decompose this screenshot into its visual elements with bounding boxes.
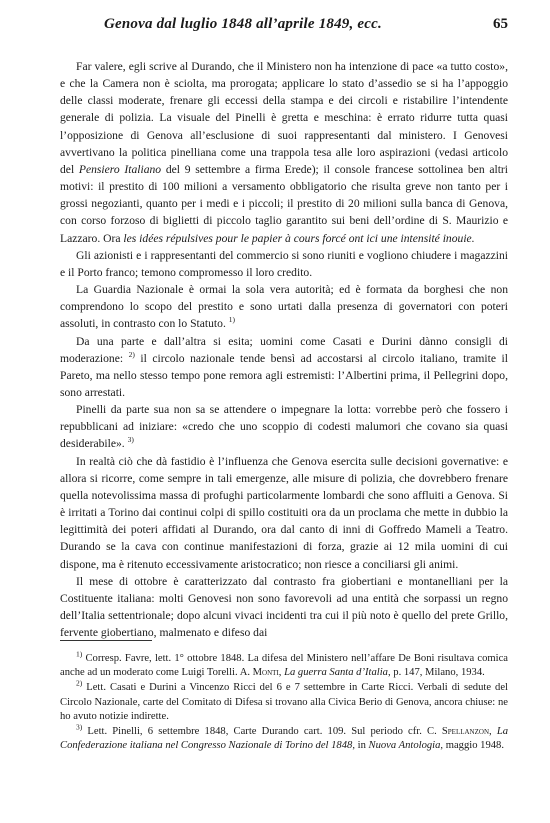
- footnote-separator: [60, 640, 152, 641]
- italic-text: La Confederazione italiana nel Congresso Nazionale di Torino del 1848: [60, 726, 509, 752]
- text-run: , p. 147, Milano, 1934.: [387, 667, 485, 679]
- italic-text: La guerra Santa d’Italia: [284, 667, 388, 679]
- text-run: il circolo nazionale tende bensì ad accostarsi al circolo italiano, tramite il Pareto, ma nello stesso tempo pone remora agli estremisti: l’Albertini prima, il Pellegrini dopo, sono arrestati.: [60, 351, 508, 399]
- text-run: Spellanzon: [441, 726, 489, 738]
- text-run: Da una parte e dall’altra si esita; uomini come Casati e Durini dànno consigli di moderazione:: [60, 334, 508, 365]
- italic-text: Pensiero Italiano: [78, 162, 162, 176]
- text-run: Lett. Casati e Durini a Vincenzo Ricci del 6 e 7 settembre in Carte Ricci. Verbali di sedute del Circolo Nazionale, carte del Comitato di Difesa si trovano alla Civica Berio di Genova, ancora chiuse: ne ho avuto notizie indirette.: [60, 682, 508, 722]
- body-text: [60, 58, 508, 641]
- paragraph: [60, 453, 508, 573]
- text-run: In realtà ciò che dà fastidio è l’influenza che Genova esercita sulle decisioni governative: e allora si ricorre, come sempre in tali emergenze, alle misure di polizia, che dovrebbero frenare quella notevolissima massa di profughi particolarmente lombardi che sono affluiti a Genova. Si è irritati a Torino dai continui colpi di spillo costituiti ora da un proclama che mette in dubbio la legittimità dei poteri affidati al Durando, ora dal canto di inni di Goffredo Mameli a Teatro. Durando se la cava con continue manifestazioni di forza, grazie ai 12 mila uomini di cui dispone, ma è ritenuto eccessivamente aristocratico; non riesce a conciliarsi gli animi.: [60, 454, 508, 571]
- text-run: Lett. Pinelli, 6 settembre 1848, Carte Durando cart. 109. Sul periodo cfr. C.: [82, 726, 442, 738]
- paragraph: [60, 401, 508, 452]
- footnote: [60, 722, 509, 753]
- page-number: 65: [493, 16, 508, 32]
- paragraph: [60, 333, 508, 402]
- text-run: Gli azionisti e i rappresentanti del commercio si sono riuniti e vogliono chiudere i magazzini e il Porto franco; temono compromesso il loro credito.: [60, 248, 508, 279]
- text-run: , maggio 1948.: [440, 740, 504, 752]
- page-header: [60, 14, 508, 36]
- footnotes: [60, 649, 509, 754]
- text-run: La Guardia Nazionale è ormai la sola vera autorità; ed è formata da borghesi che non comprendono lo scopo del prestito e sono urtati dalla presenza di governatori con poteri assoluti, in contrasto con lo Statuto.: [60, 283, 508, 331]
- running-title: Genova dal luglio 1848 all’aprile 1849, ecc.: [104, 16, 382, 32]
- italic-text: les idées répulsives pour le papier à cours forcé ont ici une intensité inouie.: [123, 231, 475, 245]
- text-run: ,: [278, 667, 285, 679]
- paragraph: [60, 247, 508, 281]
- footnote-ref: 2): [128, 349, 135, 359]
- paragraph: [60, 281, 508, 332]
- footnote-ref: 3): [76, 722, 83, 732]
- footnote: [60, 678, 508, 724]
- text-run: Far valere, egli scrive al Durando, che il Ministero non ha intenzione di pace «a tutto costo», e che la Camera non è sciolta, ma prorogata; applicare lo stato d’assedio se si ha l’appoggio delle classi moderate, frenare gli eccessi della stampa e dei circoli e ristabilire l’intendente generale di polizia. La visuale del Pinelli è gretta e meschina: è errato ridurre tutta quasi l’opposizione di Genova all’esclusione di suoi rappresentanti dal ministero. I Genovesi avvertivano la politica pinelliana come una trappola tesa alle loro aspirazioni (vedasi articolo del: [60, 60, 508, 176]
- text-run: Corresp. Favre, lett. 1° ottobre 1848. La difesa del Ministero nell’affare De Boni risultava comica anche ad un moderato come Luigi Torelli. A.: [60, 653, 508, 679]
- text-run: Monti: [252, 667, 279, 679]
- text-run: ,: [489, 726, 497, 738]
- paragraph: [60, 58, 508, 247]
- paragraph: [60, 573, 508, 642]
- text-run: , in: [352, 740, 369, 752]
- italic-text: Nuova Antologia: [368, 740, 441, 752]
- footnote-ref: 3): [127, 435, 134, 445]
- footnote-ref: 1): [228, 315, 235, 325]
- text-run: Il mese di ottobre è caratterizzato dal contrasto fra giobertiani e montanelliani per la Costituente italiana: molti Genovesi non sono favorevoli ad una entità che sorpassi un regno dell’Italia settentrionale; dopo alcuni vivaci incidenti tra cui il più noto è quello del prete Grillo, fervente giobertiano, malmenato e difeso dai: [60, 574, 508, 640]
- footnote-ref: 2): [76, 678, 83, 688]
- footnote: [60, 649, 508, 680]
- text-run: Pinelli da parte sua non sa se attendere o impegnare la lotta: vorrebbe però che fossero i repubblicani ad iniziare: «credo che uno scoppio di codesti malumori che covano sia quasi desiderabile».: [60, 403, 508, 451]
- text-run: del 9 settembre a firma Erede); il console francese sottolinea ben altri motivi: il prestito di 100 milioni a versamento obbligatorio che risulta greve non tanto per i grossi negozianti, quanto per i medi e i piccoli; il prestito di 20 milioni sulla banca di Genova, con corso forzoso di biglietti di piccolo taglio garantito sui beni dell’ordine di S. Maurizio e Lazzaro. Ora: [60, 162, 509, 245]
- footnote-ref: 1): [76, 649, 83, 659]
